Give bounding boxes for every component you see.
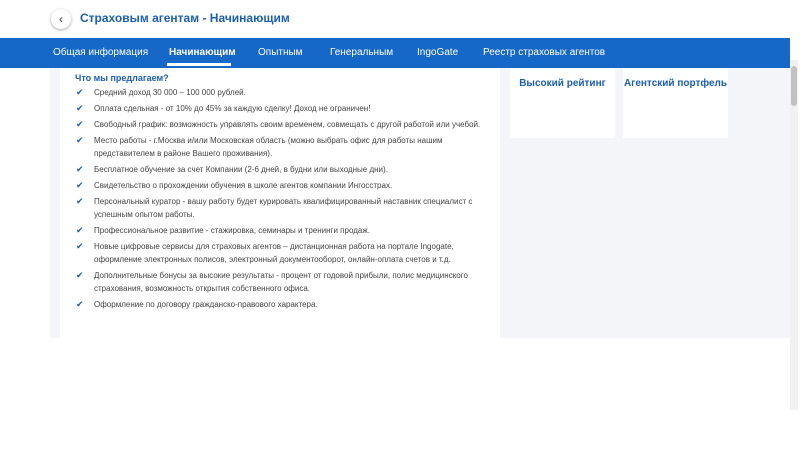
list-item: ✔ Свободный график: возможность управлять своим временем, совмещать с другой работой или учебой. (76, 119, 481, 129)
section-title: Что мы предлагаем? (75, 73, 169, 83)
check-icon: ✔ (76, 270, 84, 280)
active-tab-indicator (167, 63, 231, 66)
chevron-left-icon: ‹ (59, 12, 63, 26)
card-label: Агентский портфель (623, 78, 728, 89)
check-icon: ✔ (76, 180, 84, 190)
back-button[interactable] (51, 9, 71, 29)
scroll-thumb[interactable] (791, 66, 797, 106)
tab-agents-registry[interactable]: Реестр страховых агентов (483, 47, 606, 58)
list-item: ✔ Место работы - г.Москва и/или Московская область (можно выбрать офис для работы нашим представителем в районе Вашего проживания). (76, 135, 443, 158)
check-icon: ✔ (76, 241, 84, 251)
list-item: ✔ Свидетельство о прохождении обучения в школе агентов компании Ингосстрах. (76, 180, 393, 190)
check-icon: ✔ (76, 299, 84, 309)
page-title: Страховым агентам - Начинающим (80, 11, 290, 25)
check-icon: ✔ (76, 103, 84, 113)
check-icon: ✔ (76, 87, 84, 97)
list-item: ✔ Оплата сдельная - от 10% до 45% за каждую сделку! Доход не ограничен! (76, 103, 371, 113)
list-item: ✔ Средний доход 30 000 – 100 000 рублей. (76, 87, 246, 97)
list-item: ✔ Оформление по договору гражданско-правового характера. (76, 299, 318, 309)
card-label: Высокий рейтинг (519, 78, 606, 89)
tab-general-info[interactable]: Общая информация (53, 47, 149, 58)
tab-ingogate[interactable]: IngoGate (417, 47, 459, 58)
list-item: ✔ Профессиональное развитие - стажировка, семинары и тренинги продаж. (76, 225, 370, 235)
tab-experienced[interactable]: Опытным (258, 47, 303, 58)
check-icon: ✔ (76, 135, 84, 145)
check-icon: ✔ (76, 225, 84, 235)
list-item: ✔ Персональный куратор - вашу работу будет курировать квалифицированный наставник специалист с успешным опытом работы. (76, 196, 473, 219)
list-item: ✔ Бесплатное обучение за счет Компании (2-6 дней, в будни или выходные дни). (76, 164, 388, 174)
card-high-rating[interactable] (510, 68, 615, 138)
check-icon: ✔ (76, 196, 84, 206)
card-agent-portfolio[interactable] (623, 68, 728, 138)
page-scrollbar[interactable] (790, 60, 798, 410)
offer-list (66, 86, 498, 314)
list-item: ✔ Дополнительные бонусы за высокие результаты - процент от годовой прибыли, полис медицинского страхования, возможность открытия собственного офиса. (76, 270, 468, 293)
page-header (0, 0, 790, 38)
check-icon: ✔ (76, 119, 84, 129)
tab-general-agents[interactable]: Генеральным (330, 47, 394, 58)
offer-panel (60, 68, 500, 338)
top-nav (0, 38, 790, 68)
list-item: ✔ Новые цифровые сервисы для страховых агентов – дистанционная работа на портале Ingogate, оформление электронных полисов, электронный документооборот, онлайн-оплата счетов и т.д. (76, 241, 454, 264)
check-icon: ✔ (76, 164, 84, 174)
content-area (50, 68, 790, 338)
tab-beginners[interactable]: Начинающим (169, 47, 236, 58)
